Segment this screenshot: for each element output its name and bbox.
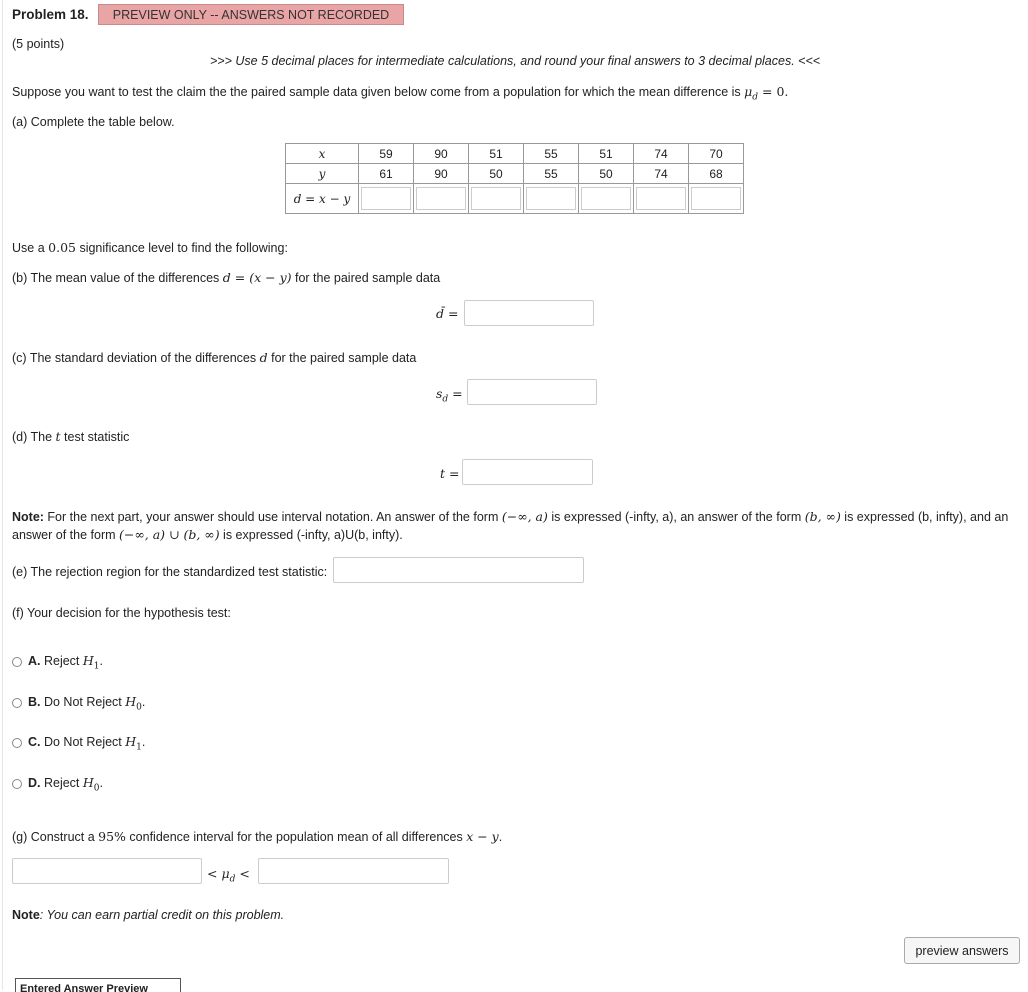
option-end: . xyxy=(99,776,104,790)
rejection-region-input[interactable] xyxy=(333,557,584,583)
x-cell: 74 xyxy=(634,144,689,164)
option-text: Do Not Reject xyxy=(40,695,126,709)
interval-note xyxy=(12,508,1017,544)
ci-upper-input[interactable] xyxy=(258,858,449,884)
part-e-label: (e) The rejection region for the standardized test statistic: xyxy=(12,565,328,579)
significance-line xyxy=(12,240,288,255)
option-c-label xyxy=(28,734,145,753)
d-input-6[interactable] xyxy=(636,187,686,210)
x-cell: 90 xyxy=(414,144,469,164)
option-letter: B. xyxy=(28,695,41,709)
sd-label xyxy=(436,386,463,405)
option-d[interactable] xyxy=(12,775,103,794)
part-b-label xyxy=(12,270,440,285)
note-bold: Note: xyxy=(12,510,44,524)
claim-mu: μ xyxy=(744,84,753,99)
part-g-end: . xyxy=(498,830,503,844)
part-g-expr: x − y xyxy=(466,829,499,844)
option-c[interactable] xyxy=(12,734,145,753)
d-input-4[interactable] xyxy=(526,187,576,210)
option-text: Reject xyxy=(40,776,83,790)
part-d-label xyxy=(12,429,129,444)
ci-lower-input[interactable] xyxy=(12,858,202,884)
data-table xyxy=(285,143,744,214)
d-cell xyxy=(579,184,634,214)
part-a-label: (a) Complete the table below. xyxy=(12,115,175,129)
claim-eq: = 0. xyxy=(758,84,789,99)
problem-title: Problem 18. xyxy=(12,7,89,22)
note-text-2: is expressed (-infty, a), an answer of the form xyxy=(547,510,805,524)
row-label-x: x xyxy=(286,144,359,164)
x-cell: 55 xyxy=(524,144,579,164)
credit-note-text: : You can earn partial credit on this problem. xyxy=(39,908,285,922)
row-label-d: d = x − y xyxy=(286,184,359,214)
option-text: Reject xyxy=(40,654,83,668)
part-b-eq: = xyxy=(230,270,250,285)
option-end: . xyxy=(99,654,104,668)
row-label-y: y xyxy=(286,164,359,184)
points-label: (5 points) xyxy=(12,37,65,51)
sd-s: s xyxy=(436,386,443,401)
d-input-2[interactable] xyxy=(416,187,466,210)
part-g-label xyxy=(12,829,502,844)
preview-only-badge: PREVIEW ONLY -- ANSWERS NOT RECORDED xyxy=(98,4,404,25)
option-b-label xyxy=(28,694,145,713)
claim-text: Suppose you want to test the claim the the paired sample data given below come from a population for which the mean difference is xyxy=(12,85,745,99)
note-form-2: (b, ∞) xyxy=(804,509,841,524)
d-input-1[interactable] xyxy=(361,187,411,210)
note-text-1: For the next part, your answer should use interval notation. An answer of the form xyxy=(43,510,502,524)
y-cell: 55 xyxy=(524,164,579,184)
ci-mu-sub: d xyxy=(229,874,236,885)
option-end: . xyxy=(141,735,146,749)
part-b-pre: (b) The mean value of the differences xyxy=(12,271,223,285)
y-cell: 74 xyxy=(634,164,689,184)
option-h: H xyxy=(125,734,137,749)
y-cell: 50 xyxy=(579,164,634,184)
part-b-d: d xyxy=(222,270,231,285)
d-cell xyxy=(524,184,579,214)
t-input[interactable] xyxy=(462,459,593,485)
answer-preview-table-header: Entered Answer Preview xyxy=(15,978,181,992)
part-b-expr: (x − y) xyxy=(249,270,292,285)
y-cell: 68 xyxy=(689,164,744,184)
d-input-5[interactable] xyxy=(581,187,631,210)
part-d-post: test statistic xyxy=(60,430,130,444)
frame-border xyxy=(2,0,3,990)
dbar-label: d̄ = xyxy=(436,306,459,321)
ci-lt: < xyxy=(235,866,250,881)
option-a-label xyxy=(28,653,103,672)
partial-credit-note xyxy=(12,908,284,922)
option-b[interactable] xyxy=(12,694,145,713)
part-f-label: (f) Your decision for the hypothesis test: xyxy=(12,606,231,620)
option-letter: D. xyxy=(28,776,41,790)
ci-mu: < μ xyxy=(207,866,230,881)
dbar-input[interactable] xyxy=(464,300,594,326)
part-c-d: d xyxy=(259,350,268,365)
table-row-x xyxy=(286,144,744,164)
radio-a[interactable] xyxy=(12,657,22,667)
x-cell: 51 xyxy=(469,144,524,164)
option-letter: C. xyxy=(28,735,41,749)
note-form-3: (−∞, a) ∪ (b, ∞) xyxy=(119,527,220,542)
sig-alpha: 0.05 xyxy=(48,240,76,255)
option-sub: 0 xyxy=(93,783,100,794)
part-b-post: for the paired sample data xyxy=(291,271,441,285)
note-text-3: is expressed (b, infty), and an answer of the form xyxy=(12,510,1009,542)
rounding-instruction: >>> Use 5 decimal places for intermediate calculations, and round your final answers to 3 decimal places. <<< xyxy=(210,54,821,68)
table-row-y xyxy=(286,164,744,184)
sd-eq: = xyxy=(448,386,463,401)
d-cell xyxy=(634,184,689,214)
claim-mu-sub: d xyxy=(752,92,759,103)
y-cell: 90 xyxy=(414,164,469,184)
ci-middle-label xyxy=(207,866,250,885)
option-h: H xyxy=(125,694,137,709)
part-g-pre: (g) Construct a xyxy=(12,830,99,844)
note-text-4: is expressed (-infty, a)U(b, infty). xyxy=(219,528,403,542)
radio-b[interactable] xyxy=(12,698,22,708)
d-input-7[interactable] xyxy=(691,187,741,210)
table-row-d xyxy=(286,184,744,214)
d-cell xyxy=(689,184,744,214)
claim-statement xyxy=(12,84,788,103)
x-cell: 70 xyxy=(689,144,744,164)
part-c-label xyxy=(12,350,416,365)
sd-sub: d xyxy=(442,394,449,405)
option-sub: 0 xyxy=(136,702,142,713)
y-cell: 61 xyxy=(359,164,414,184)
option-d-label xyxy=(28,775,103,794)
sig-post: significance level to find the following: xyxy=(75,241,288,255)
x-cell: 59 xyxy=(359,144,414,164)
sd-input[interactable] xyxy=(467,379,597,405)
part-c-post: for the paired sample data xyxy=(267,351,417,365)
part-g-pct: 95% xyxy=(98,829,126,844)
d-cell xyxy=(414,184,469,214)
part-c-pre: (c) The standard deviation of the differences xyxy=(12,351,260,365)
option-sub: 1 xyxy=(136,742,142,753)
option-text: Do Not Reject xyxy=(40,735,126,749)
d-cell xyxy=(359,184,414,214)
option-h: H xyxy=(82,653,94,668)
credit-note-bold: Note xyxy=(12,908,40,922)
t-label: t = xyxy=(440,466,460,481)
option-h: H xyxy=(82,775,94,790)
option-a[interactable] xyxy=(12,653,103,672)
option-letter: A. xyxy=(28,654,41,668)
x-cell: 51 xyxy=(579,144,634,164)
part-g-post: confidence interval for the population mean of all differences xyxy=(125,830,467,844)
y-cell: 50 xyxy=(469,164,524,184)
note-form-1: (−∞, a) xyxy=(501,509,548,524)
preview-answers-button[interactable]: preview answers xyxy=(904,937,1020,964)
part-d-t: t xyxy=(55,429,61,444)
option-sub: 1 xyxy=(93,661,100,672)
d-cell xyxy=(469,184,524,214)
option-end: . xyxy=(141,695,146,709)
part-d-pre: (d) The xyxy=(12,430,56,444)
d-input-3[interactable] xyxy=(471,187,521,210)
radio-d[interactable] xyxy=(12,779,22,789)
sig-pre: Use a xyxy=(12,241,49,255)
radio-c[interactable] xyxy=(12,738,22,748)
